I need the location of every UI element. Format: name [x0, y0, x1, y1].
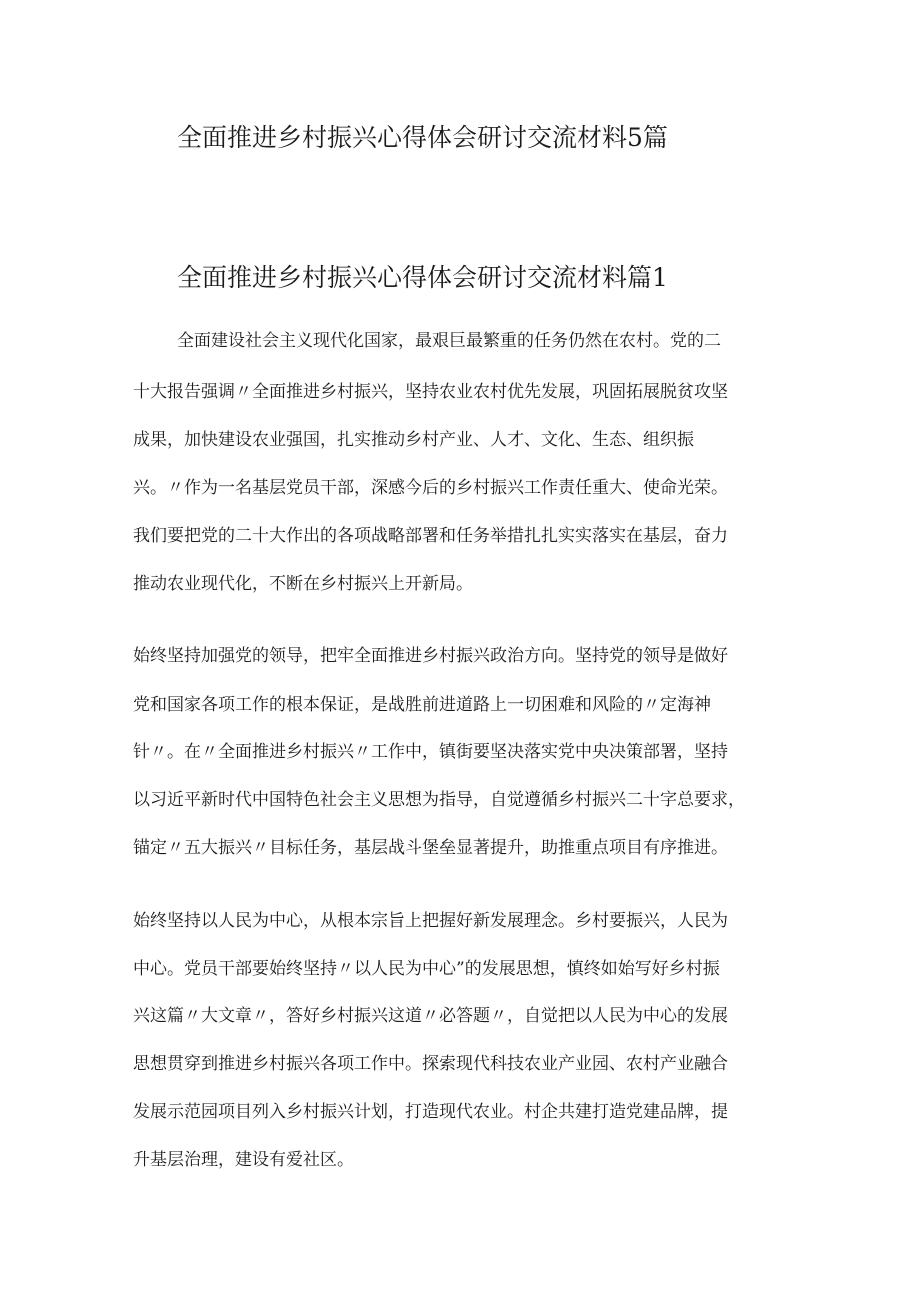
section-title: 全面推进乡村振兴心得体会研讨交流材料篇1 — [177, 263, 668, 292]
paragraph-line: 升基层治理，建设有爱社区。 — [133, 1150, 354, 1170]
paragraph-line: 始终坚持加强党的领导，把牢全面推进乡村振兴政治方向。坚持党的领导是做好 — [133, 646, 728, 666]
paragraph-line: 我们要把党的二十大作出的各项战略部署和任务举措扎扎实实落实在基层，奋力 — [133, 526, 728, 546]
paragraph-line: 针〃。在〃全面推进乡村振兴〃工作中，镇街要坚决落实党中央决策部署，坚持 — [133, 742, 728, 762]
paragraph-line: 十大报告强调〃全面推进乡村振兴，坚持农业农村优先发展，巩固拓展脱贫攻坚 — [133, 382, 728, 402]
paragraph-line: 全面建设社会主义现代化国家，最艰巨最繁重的任务仍然在农村。党的二 — [177, 331, 721, 351]
paragraph-line: 始终坚持以人民为中心，从根本宗旨上把握好新发展理念。乡村要振兴，人民为 — [133, 911, 728, 931]
document-title: 全面推进乡村振兴心得体会研讨交流材料5篇 — [177, 123, 668, 152]
paragraph-line: 锚定〃五大振兴〃目标任务，基层战斗堡垒显著提升，助推重点项目有序推进。 — [133, 838, 728, 858]
paragraph-line: 成果，加快建设农业强国，扎实推动乡村产业、人才、文化、生态、组织振 — [133, 430, 694, 450]
paragraph-line: 思想贯穿到推进乡村振兴各项工作中。探索现代科技农业产业园、农村产业融合 — [133, 1054, 728, 1074]
paragraph-line: 兴这篇〃大文章〃，答好乡村振兴这道〃必答题〃，自觉把以人民为中心的发展 — [133, 1006, 728, 1026]
paragraph-line: 党和国家各项工作的根本保证，是战胜前进道路上一切困难和风险的〃定海神 — [133, 695, 711, 715]
paragraph-line: 发展示范园项目列入乡村振兴计划，打造现代农业。村企共建打造党建品牌，提 — [133, 1102, 728, 1122]
paragraph-line: 推动农业现代化，不断在乡村振兴上开新局。 — [133, 574, 473, 594]
paragraph-line: 以习近平新时代中国特色社会主义思想为指导，自觉遵循乡村振兴二十字总要求， — [133, 790, 745, 810]
paragraph-line: 中心。党员干部要始终坚持〃以人民为中心”的发展思想，慎终如始写好乡村振 — [133, 959, 720, 979]
paragraph-line: 兴。〃作为一名基层党员干部，深感今后的乡村振兴工作责任重大、使命光荣。 — [133, 478, 728, 498]
